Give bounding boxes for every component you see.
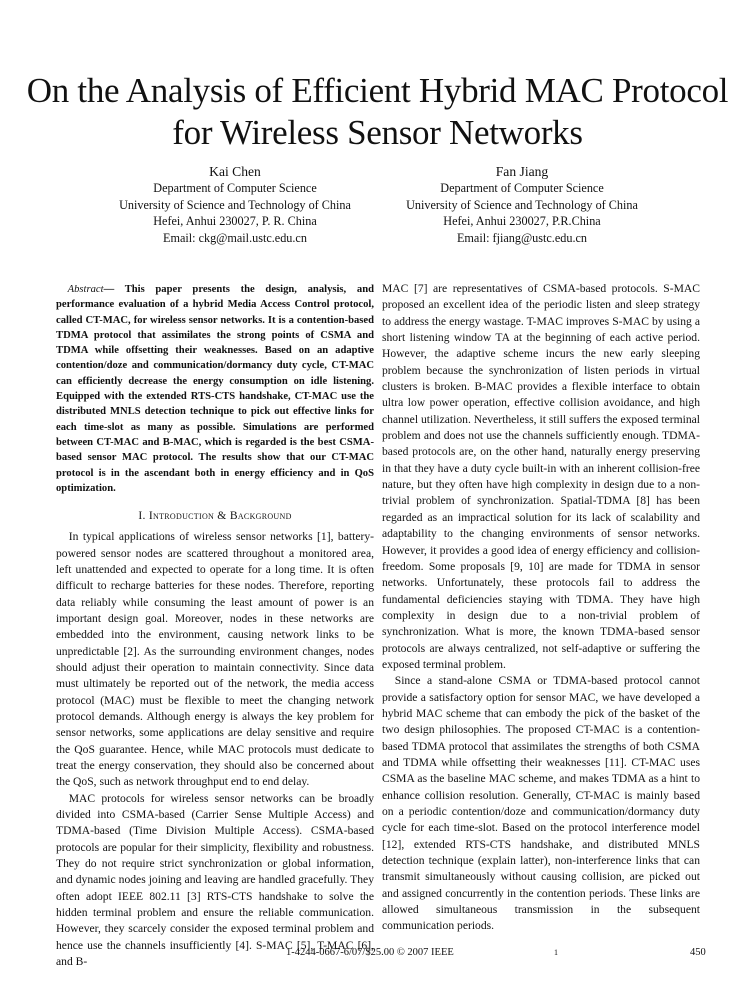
copyright-notice: 1-4244-0667-6/07/$25.00 © 2007 IEEE	[286, 947, 454, 958]
author-email: Email: ckg@mail.ustc.edu.cn	[163, 230, 307, 245]
title-line-1: On the Analysis of Efficient Hybrid MAC Protocol	[26, 71, 729, 110]
left-column	[56, 282, 374, 970]
title-line-2: for Wireless Sensor Networks	[172, 113, 583, 152]
author-university: University of Science and Technology of China	[406, 197, 638, 212]
body-paragraph: MAC protocols for wireless sensor networks can be broadly divided into CSMA-based (Carrier Sense Multiple Access) and TDMA-based (Time Division Multiple Access). CSMA-based protocols are popular for their simplicity, flexibility and robustness. They do not require strict synchronization or global information, and dynamic nodes joining and leaving are handled gracefully. They often adopt IEEE 802.11 [3] RTS-CTS handshake to solve the hidden terminal problem and ensure the reliable communication. However, they scarcely consider the exposed terminal problem and hence use the channels insufficiently [4]. S-MAC [5], T-MAC [6], and B-	[56, 791, 374, 969]
author-name: Fan Jiang	[495, 164, 549, 179]
author-university: University of Science and Technology of China	[119, 197, 351, 212]
abstract-dash: —	[103, 284, 125, 295]
abstract-text: This paper presents the design, analysis, and performance evaluation of a hybrid Media Access Control protocol, called CT-MAC, for wireless sensor networks. It is a contention-based TDMA protocol that assimilates the strong points of CSMA and TDMA while offsetting their weaknesses. Based on an adaptive contention/doze and communication/dormancy duty cycle, CT-MAC can efficiently decrease the energy consumption on idle listening. Equipped with the extended RTS-CTS handshake, CT-MAC use the distributed MNLS detection technique to pick out effective links for each time-slot as many as possible. Simulations are performed between CT-MAC and B-MAC, which is regarded is the best CSMA-based sensor MAC protocol. The results show that our CT-MAC protocol is in the ascendant both in energy efficiency and in QoS optimization.	[56, 284, 374, 494]
body-paragraph: Since a stand-alone CSMA or TDMA-based protocol cannot provide a satisfactory option for sensor MAC, we have developed a hybrid MAC scheme that can embody the pick of the basket of the two design philosophies. The proposed CT-MAC is a contention-based TDMA protocol that assimilates the strengths of both CSMA and TDMA while offsetting their weaknesses [11]. CT-MAC uses CSMA as the baseline MAC scheme, and makes TDMA as a hint to enhance collision resolution. Generally, CT-MAC is mainly based on a periodic contention/doze and communication/dormancy duty cycle for each time-slot. Based on the protocol interference model [12], extended RTS-CTS handshake, and distributed MNLS detection technique (explain latter), non-interference links that can transmit simultaneously without causing collision, are picked out and assigned concurrently in the contention periods. These links are allowed simultaneous transmission in the subsequent communication periods.	[382, 674, 700, 933]
author-email: Email: fjiang@ustc.edu.cn	[456, 230, 588, 245]
section-heading-introduction: I. Introduction & Background	[138, 509, 292, 523]
sheet-number: 1	[554, 948, 558, 957]
body-paragraph: In typical applications of wireless sensor networks [1], battery-powered sensor nodes are scattered throughout a monitored area, left unattended and expected to operate for a long time. It is often difficult to recharge batteries for these nodes. Therefore, reporting data reliably while consuming the least amount of power is an important design goal. Moreover, nodes in these networks are embedded into the environment, causing network links to be unpredictable [2]. As the surrounding environment changes, nodes should adjust their operation to maintain connectivity. Since data must ultimately be reported out of the network, the media access protocol (MAC) must be flexible to meet the changing network protocol demands. Although energy is always the key problem for sensor networks, some applications are delay sensitive and require the QoS guarantee. Hence, while MAC protocols must dedicate to treat the energy conservation, they should also be concerned about the QoS, such as network throughput end to end delay.	[56, 530, 374, 789]
author-address: Hefei, Anhui 230027, P. R. China	[153, 214, 317, 228]
author-block-2	[357, 163, 687, 246]
author-address: Hefei, Anhui 230027, P.R.China	[443, 214, 601, 228]
author-block-1	[70, 163, 400, 246]
body-paragraph-continued: MAC [7] are representatives of CSMA-based protocols. S-MAC proposed an excellent idea of the periodic listen and sleep strategy to address the energy wastage. T-MAC improves S-MAC by using a short listening window TA at the beginning of each active period. However, the adaptive scheme incurs the new early sleeping problem because the synchronization of listen periods in virtual clusters is broken. B-MAC provides a flexible interface to obtain ultra low power operation, effective collision avoidance, and high channel utilization. Nevertheless, it still suffers the exposed terminal problem and does not use the channels sufficiently enough. TDMA-based protocols are, on the other hand, naturally energy preserving in that they have a duty cycle built-in with an inherent collision-free nature, but they often have high complexity in design due to a non-trivial problem of synchronization. Spatial-TDMA [8] has been regarded as an impractical solution for its lack of scalability and adaptability to the changing environments of sensor networks. However, it provides a good idea of energy efficiency and collision-freedom. Some proposals [9, 10] are made for TDMA in sensor networks. Unfortunately, these protocols fail to address the fundamental deficiencies staying with TDMA. They have high complexity in design due to a non-trivial problem of synchronization. What is more, the known TDMA-based sensor protocols are always centralized, not self-adaptive or suffering the exposed terminal problem.	[382, 282, 700, 671]
author-department: Department of Computer Science	[440, 181, 604, 195]
right-column	[382, 281, 700, 935]
abstract	[56, 282, 374, 496]
author-department: Department of Computer Science	[153, 181, 317, 195]
abstract-label: Abstract	[67, 284, 104, 295]
page-number: 450	[690, 947, 706, 958]
author-name: Kai Chen	[209, 164, 261, 179]
paper-title	[0, 70, 755, 154]
